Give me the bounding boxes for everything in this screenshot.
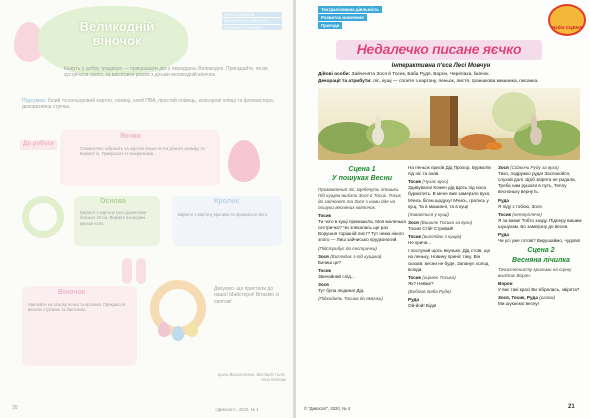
speaker: Тосик	[318, 267, 331, 273]
speaker: Тосик	[408, 274, 421, 280]
stage-direction: (Підстрибує до сестрички)	[318, 245, 377, 251]
egg-decoration	[172, 326, 184, 341]
page-title: Великодній віночок	[79, 19, 155, 49]
line-text: Тосик! Стій! Стривай!	[408, 225, 454, 231]
line-text: Ой-йой! Біда!	[408, 303, 437, 309]
section-text: Схематично зобразіть на картоні кілька яєчок різного розміру та виріжте їх. Прикрасьте їх візерунками.	[80, 146, 205, 157]
authors: Ірина Васильченко, Вікторія Галін, Ніна Котова	[217, 372, 286, 383]
line-text: Звичайний слід...	[318, 274, 355, 280]
materials-label: Підсумок:	[22, 98, 47, 104]
stage-direction: (Сідаючи Руду за вуха)	[510, 165, 559, 170]
category-tag: Розвиток мовлення	[318, 14, 367, 21]
egg-decoration	[158, 322, 170, 337]
stage-direction: (Підходить Тосика до ямочки)	[318, 296, 383, 302]
stage-direction: (виглядає з кущів)	[422, 234, 462, 240]
footer: «Дивосвіт», 2020, № 4	[215, 407, 259, 412]
props-text: ліс, кущі — сплете з картону, пеньок, листя, граншкова мишника, писанка.	[373, 79, 539, 84]
stage-direction: (Чухає вухо)	[422, 179, 449, 185]
wreath-base	[22, 196, 64, 238]
stage-direction: (разом)	[539, 295, 556, 301]
page-number: 20	[12, 405, 18, 411]
play-title: Недалечко писане яєчко	[356, 41, 522, 57]
play-subtitle: Інтерактивна п'єса Лесі Мовчун	[391, 63, 491, 69]
props-label: Декорації та атрибути:	[318, 79, 372, 84]
line-text: На пеньок присів Дід Прохор, Бурмотів під ніс та охав.	[408, 165, 491, 177]
sidebar-tag: Декоративна діяльність	[222, 18, 282, 23]
line-text: Здивувала! Кожен дід Щось під носа бурмотить. В мене вже замерзло вухо. Мчись бігом щодуху! Мчись, гратись у кущ, Та в машинні, та в кущ!	[408, 185, 491, 209]
speaker: Тосик	[408, 179, 421, 185]
category-tag: Пригоди	[318, 22, 342, 29]
column-1	[318, 165, 406, 304]
stage-direction: (оцінює Тосика)	[422, 274, 456, 280]
section-title: Кролик	[214, 198, 239, 205]
bunny-ears-decoration	[136, 258, 146, 284]
forest-scene-svg	[318, 88, 580, 160]
line-text: Як? Невже?	[408, 280, 434, 286]
section-card	[22, 286, 137, 366]
egg-decoration	[186, 322, 198, 337]
speaker: Тосик	[498, 211, 511, 217]
cast-label: Дійові особи:	[318, 72, 351, 77]
closing-text: Дякуємо, що пристали до нашої Майстерні! Вітаємо зі святом!	[214, 286, 279, 305]
speaker: Руда	[498, 197, 509, 203]
stage-direction: Промовлений ліс. Щебечуть пташки. Під кущем вилізли Зося й Тосик. Тосик до зайченят та Зося з ними йде на пошуки весняних квіточок.	[318, 186, 401, 210]
line-text: Я за вами! Тобто ззаду. Підперу вашим шушукам, Бо замерзну до весни.	[498, 217, 582, 229]
line-text: Ми шукаємо весну!	[498, 301, 540, 307]
column-3	[498, 165, 584, 310]
line-text: І послухай щось вкуньке. Дід стоїв, що на пеньку, Новину приніс таку. Він сказав: весни не буде, Запанує холод всюди.	[408, 248, 491, 272]
scene-heading: Весняна лічилка	[512, 256, 570, 264]
preparation-label: До роботи	[20, 140, 57, 150]
line-text: Ти чого в кущі принишкла, Моя маленька сестричко? Чи злякалась ще раз Ворушня торішній лист? Тут нема нікого злого — Лиш зайчисько прудконогий.	[318, 219, 406, 243]
scene-label: Сцена 1	[348, 166, 376, 173]
stage-direction: (Виглядає з-під кущика)	[330, 253, 382, 259]
section-title: Віночок	[58, 289, 86, 296]
bunny-ears-decoration	[122, 258, 132, 284]
stage-direction: (Вишклк Тосика за вухо)	[420, 219, 473, 225]
line-text: Тихо, подружко руда! Заспокойся, слухай далі. Щоб звірята не ридали, Треба нам рушати в путь, Теплу весноньку вернуть.	[498, 171, 576, 195]
column-2	[408, 165, 496, 311]
section-title: Яєчка	[120, 133, 141, 140]
line-text: Бачиш це?	[318, 259, 342, 265]
intro-text: Кажуть у добру традицію — прикрашати дім у переддень Великодня. Пригадайте, як ви зустрічали свято, та виготовте разом з дітьми великодній віночок.	[64, 66, 268, 79]
sidebar-tag: Конструювання	[222, 12, 282, 17]
cast-text: Зайченята Зося й Тосик, Баба Рудя, Ворон, Черепаха, Їжачок.	[351, 72, 490, 77]
sidebar-tag: Художня література	[222, 25, 282, 30]
stage-direction: (Вибігає Баба Рудя)	[408, 288, 451, 294]
section-text: Виріжте з картону кролика та прикрасьте його.	[178, 212, 269, 217]
scene-heading: У пошуках Весни	[331, 175, 393, 183]
props-line	[318, 79, 580, 85]
stage-logo	[548, 4, 586, 36]
stage-direction: (Ховається у кущі)	[408, 211, 449, 217]
line-text: Не кричи...	[408, 240, 432, 246]
speaker: Зося	[498, 165, 509, 170]
stage-direction: (нетерпляче)	[512, 211, 542, 217]
speaker: Зося	[408, 219, 419, 225]
stage-direction: Тачистеснисту крильми на сцену вилітає Ворон.	[498, 266, 572, 279]
scene-label: Сцена 2	[527, 247, 555, 255]
speaker: Тосик	[408, 234, 421, 240]
materials-text: білий та кольоровий картон, ножиці, клей ПВА, простий олівець, кольорові олівці та фломастери, декоративна стрічка.	[22, 98, 275, 111]
speaker: Зося	[318, 282, 329, 288]
materials	[22, 98, 282, 111]
line-text: У вас такі красі Ви зібрались, звірята?	[498, 287, 580, 293]
right-page	[296, 0, 589, 418]
section-title: Основа	[100, 198, 126, 205]
line-text: Тут була людина! Дід.	[318, 288, 365, 294]
line-text: Чи усі уже готові? Вирушаймо, чудово!	[498, 238, 581, 244]
speaker: Зося	[318, 253, 329, 259]
stage-logo-text: Надія СЦЕНА	[551, 25, 583, 30]
line-text: Я піду з тобою, Зося.	[498, 203, 543, 209]
speaker: Ворон	[498, 281, 513, 287]
forest-illustration	[318, 88, 580, 160]
egg-decoration	[228, 140, 260, 182]
section-text: Виріжте з картону коло діаметром близько 20 см. Виріжте всередині менше коло.	[80, 210, 147, 226]
category-tag: Театралізована діяльність	[318, 6, 382, 13]
footer: © "Дивосвіт", 2020, № 4	[304, 406, 351, 411]
left-page	[0, 0, 293, 418]
speaker: Руда	[498, 232, 509, 238]
section-text: Наклейте на основу яєчка та кролика. Прикрасьте віночок стрічкою та бантиком.	[28, 302, 126, 313]
speaker: Зося, Тосик, Руда	[498, 295, 538, 301]
cast-line	[318, 72, 580, 78]
sidebar-tags	[222, 12, 282, 30]
speaker: Руда	[408, 297, 419, 303]
speaker: Тосик	[318, 213, 331, 219]
page-number: 21	[568, 404, 575, 410]
